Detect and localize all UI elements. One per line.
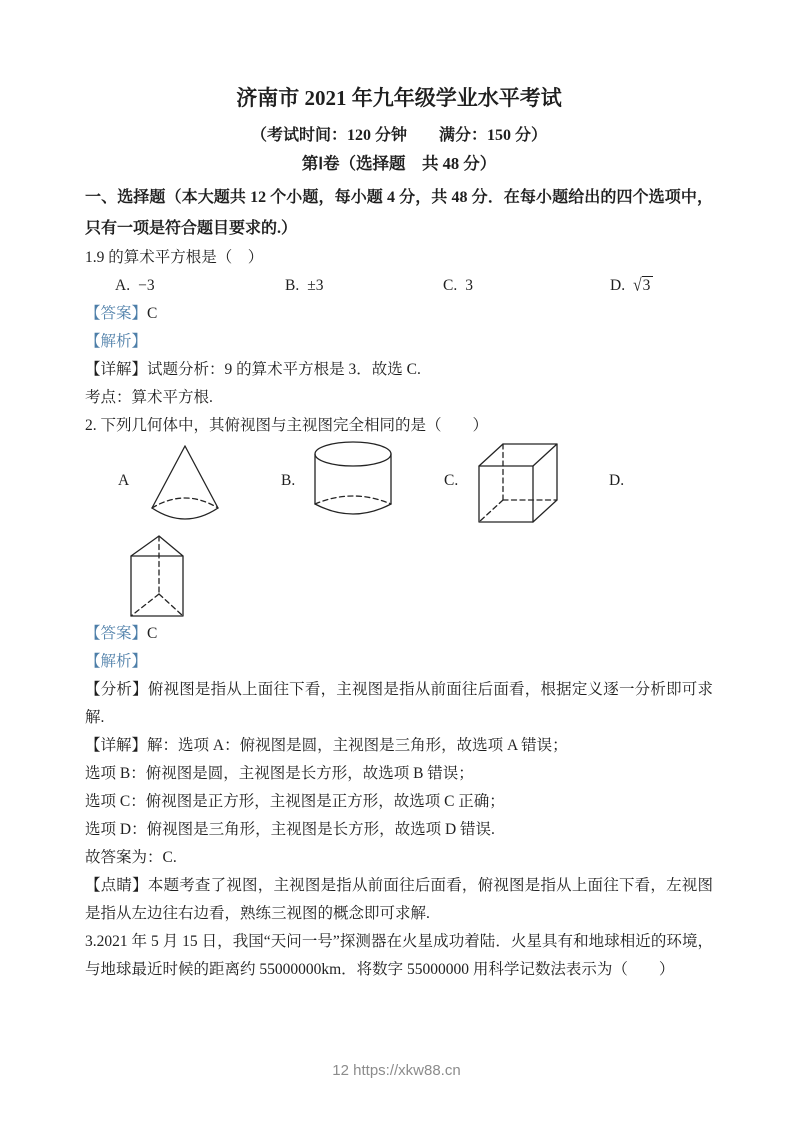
answer-label: 【答案】 [85,625,148,642]
q1-analysis-label-line [85,328,713,356]
analysis-label: 【解析】 [85,653,148,670]
q1-option-a: A. −3 [115,277,155,294]
q2-detail-option-d: 选项 D：俯视图是三角形，主视图是长方形，故选项 D 错误. [85,821,495,838]
radical-sign: √ [633,275,642,296]
q2-detail-option-a: 【详解】解：选项 A：俯视图是圆，主视图是三角形，故选项 A 错误； [85,737,568,754]
q2-figure-label-d: D. [609,472,625,489]
q2-tip: 【点睛】本题考查了视图，主视图是指从前面往后面看，俯视图是指从上面往下看，左视图是指从左边往右边看，熟练三视图的概念即可求解. [85,877,713,922]
answer-label: 【答案】 [85,305,148,322]
q1-stem: 1.9 的算术平方根是（ ） [85,249,264,266]
section-heading: 第Ⅰ卷（选择题 共 48 分） [301,154,497,173]
cube-figure [475,440,563,528]
q2-figure-label-c: C. [444,472,459,489]
q2-detail-option-c: 选项 C：俯视图是正方形，主视图是正方形，故选项 C 正确； [85,793,505,810]
exam-time-score-info: （考试时间：120 分钟 满分：150 分） [250,127,547,144]
q2-analysis-label-line [85,648,713,676]
page-number: 12 [332,1062,349,1079]
q1-detail: 【详解】试题分析：9 的算术平方根是 3．故选 C. [85,361,421,378]
q1-option-c: C. 3 [443,277,473,294]
q1-options-row [85,272,713,300]
q1-option-b: B. ±3 [285,277,324,294]
q2-figure-label-b: B. [281,472,296,489]
watermark-url: https://xkw88.cn [353,1062,461,1079]
q2-detail-option-b: 选项 B：俯视图是圆，主视图是长方形，故选项 B 错误； [85,765,474,782]
q2-conclusion: 故答案为：C. [85,849,177,866]
triangular-prism-figure [125,532,189,620]
choice-section-intro: 一、选择题（本大题共 12 个小题，每小题 4 分，共 48 分．在每小题给出的四个选项中，只有一项是符合题目要求的.） [85,189,713,237]
sqrt-3-expression: √3 [633,277,653,294]
cylinder-figure [307,440,399,522]
q1-knowledge-point: 考点：算术平方根. [85,389,213,406]
page-title: 济南市 2021 年九年级学业水平考试 [236,86,562,110]
q2-stem: 2. 下列几何体中，其俯视图与主视图完全相同的是（ ） [85,417,489,434]
q2-figures-area [85,440,713,620]
q2-answer-value: C [147,625,158,642]
q1-answer-value: C [147,305,158,322]
q1-option-d: D. √3 [610,272,653,300]
q2-analysis: 【分析】俯视图是指从上面往下看，主视图是指从前面往后面看，根据定义逐一分析即可求解. [85,681,713,726]
cone-figure [140,442,230,530]
q3-stem: 3.2021 年 5 月 15 日，我国“天问一号”探测器在火星成功着陆．火星具有和地球相近的环境，与地球最近时候的距离约 55000000km．将数字 55000000 用科学记数法表示为（ ） [85,933,713,978]
page-footer [0,1062,793,1079]
q2-figure-label-a: A [118,472,130,489]
q1-answer-line [85,300,713,328]
analysis-label: 【解析】 [85,333,148,350]
q2-answer-line [85,620,713,648]
